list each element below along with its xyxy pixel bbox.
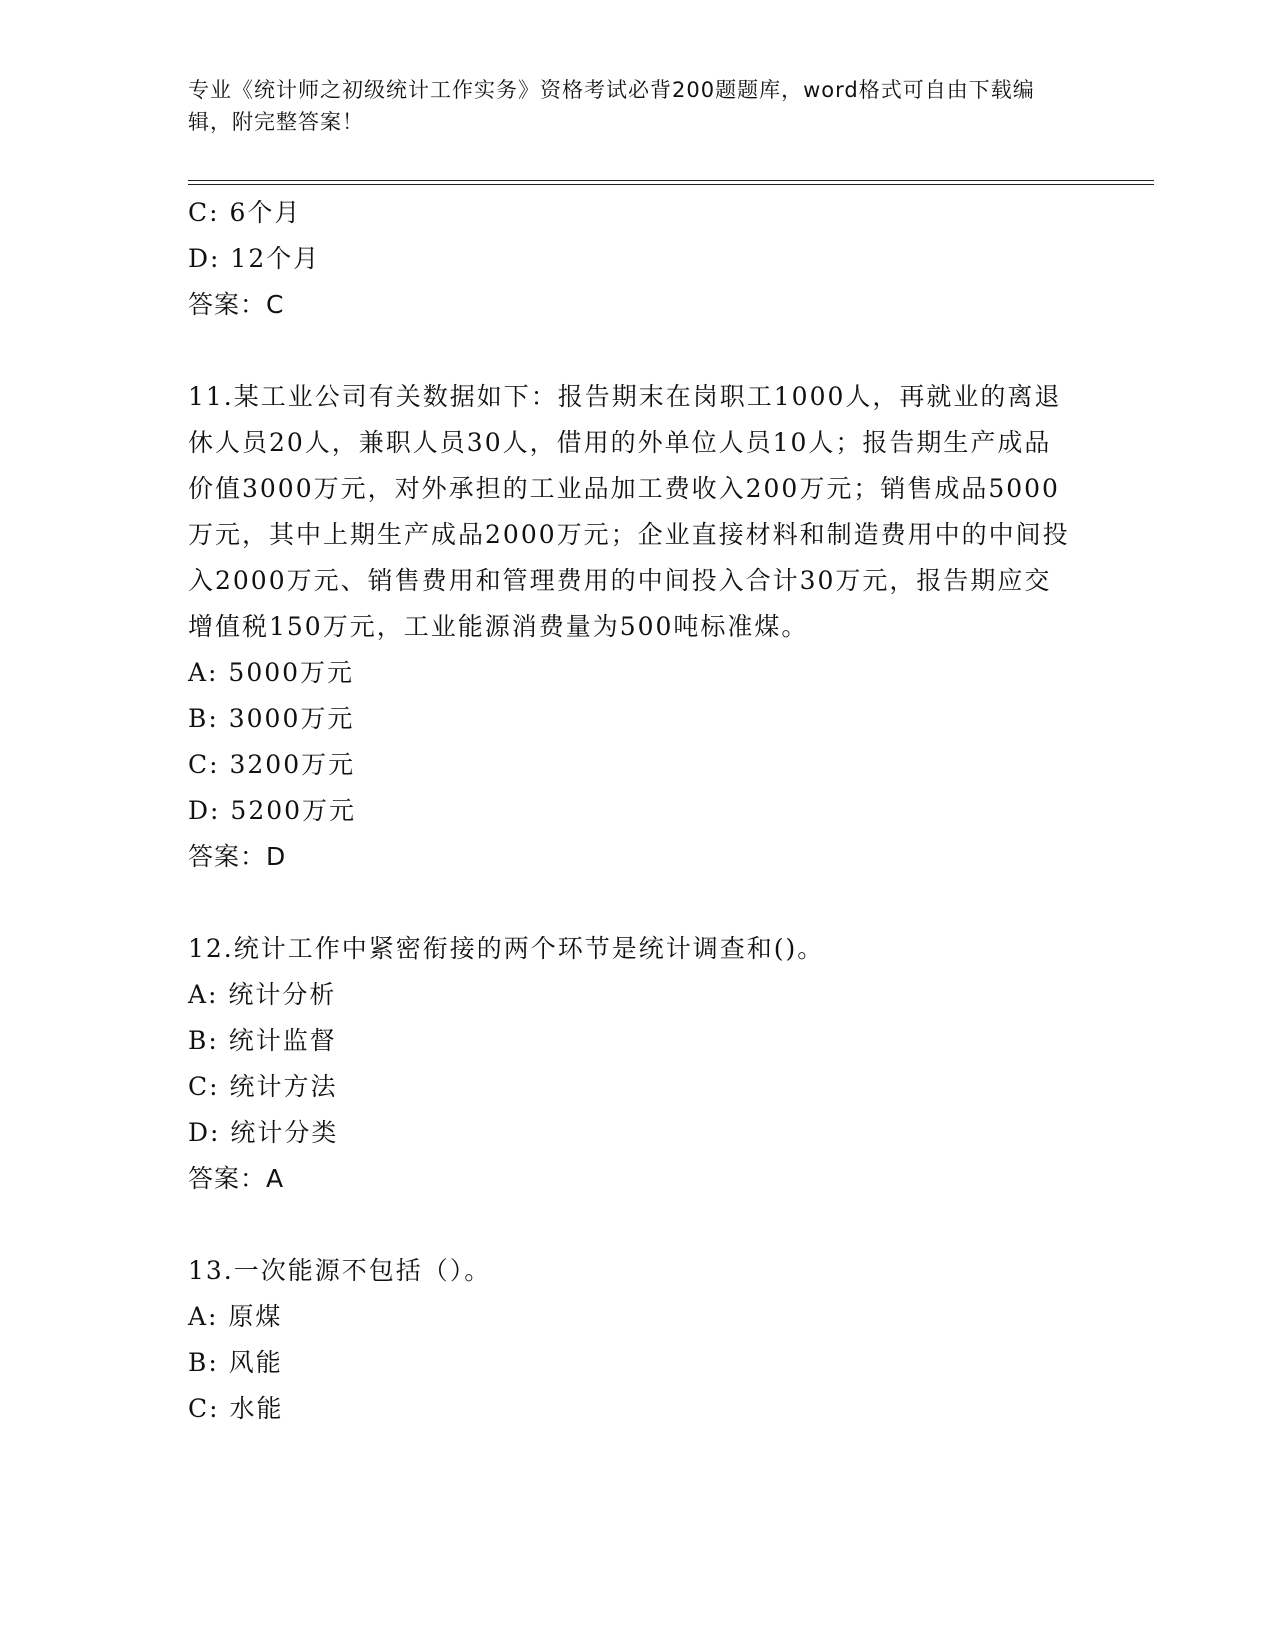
q11-option-c: C: 3200万元 — [188, 750, 356, 779]
q13-option-b: B: 风能 — [188, 1348, 283, 1377]
q10-option-d: D: 12个月 — [188, 244, 321, 273]
header-rule-bottom — [188, 184, 1154, 185]
q12-option-a: A: 统计分析 — [188, 980, 337, 1009]
q11-option-d: D: 5200万元 — [188, 796, 357, 825]
q10-option-c: C: 6个月 — [188, 198, 302, 227]
q12-answer: 答案：A — [188, 1164, 285, 1193]
q12-option-d: D: 统计分类 — [188, 1118, 339, 1147]
q11-stem: 11.某工业公司有关数据如下：报告期末在岗职工1000人，再就业的离退休人员20人，兼职人员30人，借用的外单位人员10人；报告期生产成品价值3000万元，对外承担的工业品加工费收入200万元；销售成品5000万元，其中上期生产成品2000万元；企业直接材料和制造费用中的中间投入2000万元、销售费用和管理费用的中间投入合计30万元，报告期应交增值税150万元，工业能源消费量为500吨标准煤。 — [188, 382, 1070, 641]
q11-option-b: B: 3000万元 — [188, 704, 355, 733]
spacer — [188, 328, 1088, 374]
q13-option-a: A: 原煤 — [188, 1302, 283, 1331]
document-header: 专业《统计师之初级统计工作实务》资格考试必背200题题库，word格式可自由下载编辑，附完整答案！ — [188, 78, 1035, 134]
q11-option-a: A: 5000万元 — [188, 658, 355, 687]
q13-stem: 13.一次能源不包括（）。 — [188, 1256, 492, 1285]
q12-option-b: B: 统计监督 — [188, 1026, 337, 1055]
q10-answer: 答案：C — [188, 290, 285, 319]
q11-answer: 答案：D — [188, 842, 287, 871]
spacer — [188, 1202, 1088, 1248]
question-content — [188, 190, 1088, 1432]
q13-option-c: C: 水能 — [188, 1394, 284, 1423]
q12-stem: 12.统计工作中紧密衔接的两个环节是统计调查和()。 — [188, 934, 825, 963]
spacer — [188, 880, 1088, 926]
q12-option-c: C: 统计方法 — [188, 1072, 338, 1101]
header-rule-top — [188, 180, 1154, 181]
